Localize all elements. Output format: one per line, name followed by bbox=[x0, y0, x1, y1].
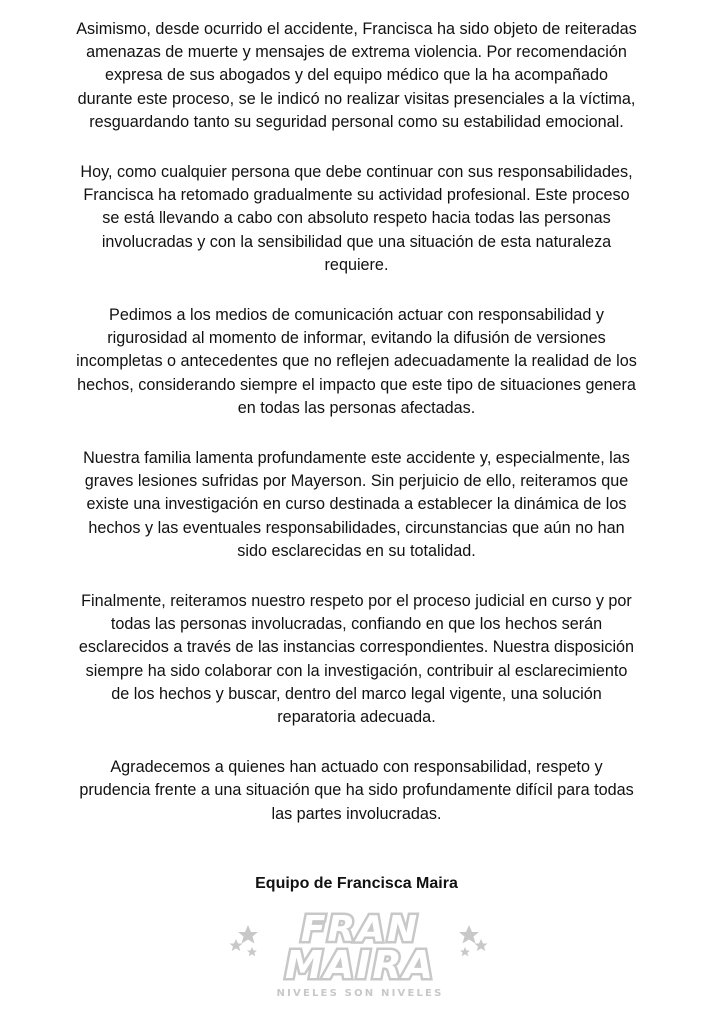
signature: Equipo de Francisca Maira bbox=[255, 875, 458, 892]
paragraph-professional-activity: Hoy, como cualquier persona que debe continuar con sus responsabilidades, Francisca ha retomado gradualmente su actividad profesional. Este proceso se está llevando a cabo con absoluto respeto hacia todas las personas involucradas y con la sensibilidad que una situación de esta naturaleza requiere. bbox=[80, 163, 633, 274]
paragraph-media-request: Pedimos a los medios de comunicación actuar con responsabilidad y rigurosidad al momento de informar, evitando la difusión de versiones incompletas o antecedentes que no reflejen adecuadamente la realidad de los hechos, considerando siempre el impacto que este tipo de situaciones genera en todas las personas afectadas. bbox=[76, 306, 637, 417]
star-icon bbox=[475, 939, 488, 951]
logo-wordmark-fran: FRAN bbox=[300, 909, 420, 950]
statement-body bbox=[38, 18, 675, 853]
logo-tagline: NIVELES SON NIVELES bbox=[276, 988, 444, 999]
paragraph-thanks: Agradecemos a quienes han actuado con responsabilidad, respeto y prudencia frente a una situación que ha sido profundamente difícil para todas las partes involucradas. bbox=[79, 758, 634, 823]
logo-graphic bbox=[226, 903, 491, 1003]
star-icon bbox=[230, 939, 243, 951]
paragraph-judicial-process: Finalmente, reiteramos nuestro respeto por el proceso judicial en curso y por todas las personas involucradas, confiando en que los hechos serán esclarecidos a través de las instancias correspondientes. Nuestra disposición siempre ha sido colaborar con la investigación, contribuir al esclarecimiento de los hechos y buscar, dentro del marco legal vigente, una solución reparatoria adecuada. bbox=[78, 592, 635, 727]
star-icon bbox=[238, 925, 258, 944]
star-icon bbox=[460, 947, 470, 956]
logo-wordmark-maira: MAIRA bbox=[284, 943, 436, 987]
star-icon bbox=[459, 925, 479, 944]
paragraph-threats: Asimismo, desde ocurrido el accidente, Francisca ha sido objeto de reiteradas amenazas de muerte y mensajes de extrema violencia. Por recomendación expresa de sus abogados y del equipo médico que la ha acompañado durante este proceso, se le indicó no realizar visitas presenciales a la víctima, resguardando tanto su seguridad personal como su estabilidad emocional. bbox=[76, 20, 637, 131]
paragraph-investigation: Nuestra familia lamenta profundamente este accidente y, especialmente, las graves lesiones sufridas por Mayerson. Sin perjuicio de ello, reiteramos que existe una investigación en curso destinada a establecer la dinámica de los hechos y las eventuales responsabilidades, circunstancias que aún no han sido esclarecidas en su totalidad. bbox=[83, 449, 630, 560]
fran-maira-logo bbox=[226, 903, 491, 1003]
star-icon bbox=[247, 947, 257, 956]
